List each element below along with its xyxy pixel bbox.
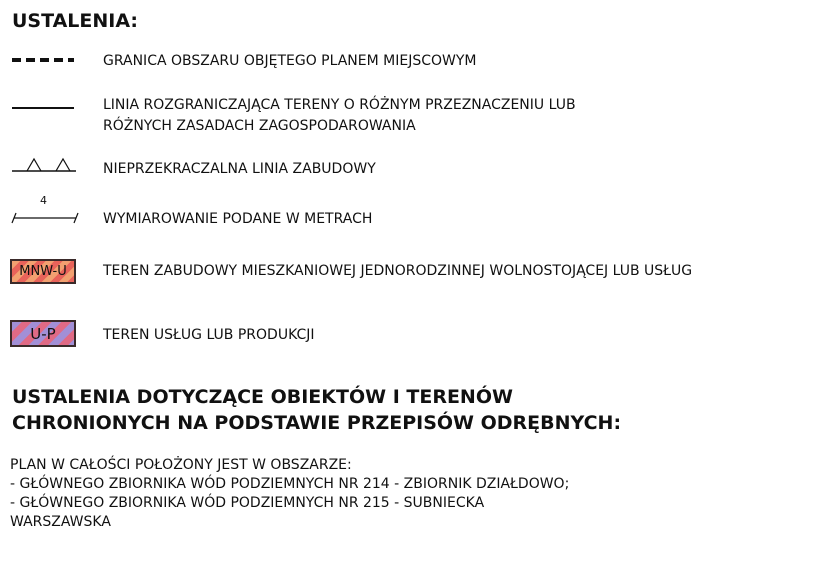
- legend-label-demarcation-line-1: LINIA ROZGRANICZAJĄCA TERENY O RÓŻNYM PRZEZNACZENIU LUB: [103, 97, 576, 113]
- mnw-u-swatch: [10, 259, 76, 284]
- legend-label-u-p: TEREN USŁUG LUB PRODUKCJI: [103, 327, 315, 343]
- plan-description: [10, 456, 569, 532]
- legend-label-mnw-u: TEREN ZABUDOWY MIESZKANIOWEJ JEDNORODZINNEJ WOLNOSTOJĄCEJ LUB USŁUG: [103, 263, 693, 279]
- mnw-u-code: MNW-U: [19, 264, 67, 279]
- dashed-boundary-line-icon: [10, 54, 76, 66]
- plan-line: PLAN W CAŁOŚCI POŁOŻONY JEST W OBSZARZE:: [10, 457, 352, 473]
- plan-line: - GŁÓWNEGO ZBIORNIKA WÓD PODZIEMNYCH NR 215 - SUBNIECKA: [10, 495, 485, 511]
- u-p-swatch: [10, 320, 76, 347]
- legend-label-building-line: NIEPRZEKRACZALNA LINIA ZABUDOWY: [103, 161, 376, 177]
- protected-areas-title-line-1: USTALENIA DOTYCZĄCE OBIEKTÓW I TERENÓW: [12, 386, 513, 408]
- dimension-line-icon: [10, 194, 82, 228]
- legend-title: USTALENIA:: [12, 10, 139, 32]
- plan-line: WARSZAWSKA: [10, 514, 111, 530]
- u-p-code: U-P: [30, 324, 56, 343]
- building-line-triangles-icon: [10, 155, 80, 175]
- legend-label-boundary: GRANICA OBSZARU OBJĘTEGO PLANEM MIEJSCOWYM: [103, 53, 477, 69]
- protected-areas-title-line-2: CHRONIONYCH NA PODSTAWIE PRZEPISÓW ODRĘBNYCH:: [12, 412, 622, 434]
- legend-label-dimension: WYMIAROWANIE PODANE W METRACH: [103, 211, 373, 227]
- legend-label-demarcation-line-2: RÓŻNYCH ZASADACH ZAGOSPODAROWANIA: [103, 118, 416, 134]
- solid-line-icon: [10, 104, 76, 112]
- dimension-value: 4: [40, 194, 47, 207]
- plan-line: - GŁÓWNEGO ZBIORNIKA WÓD PODZIEMNYCH NR 214 - ZBIORNIK DZIAŁDOWO;: [10, 476, 570, 492]
